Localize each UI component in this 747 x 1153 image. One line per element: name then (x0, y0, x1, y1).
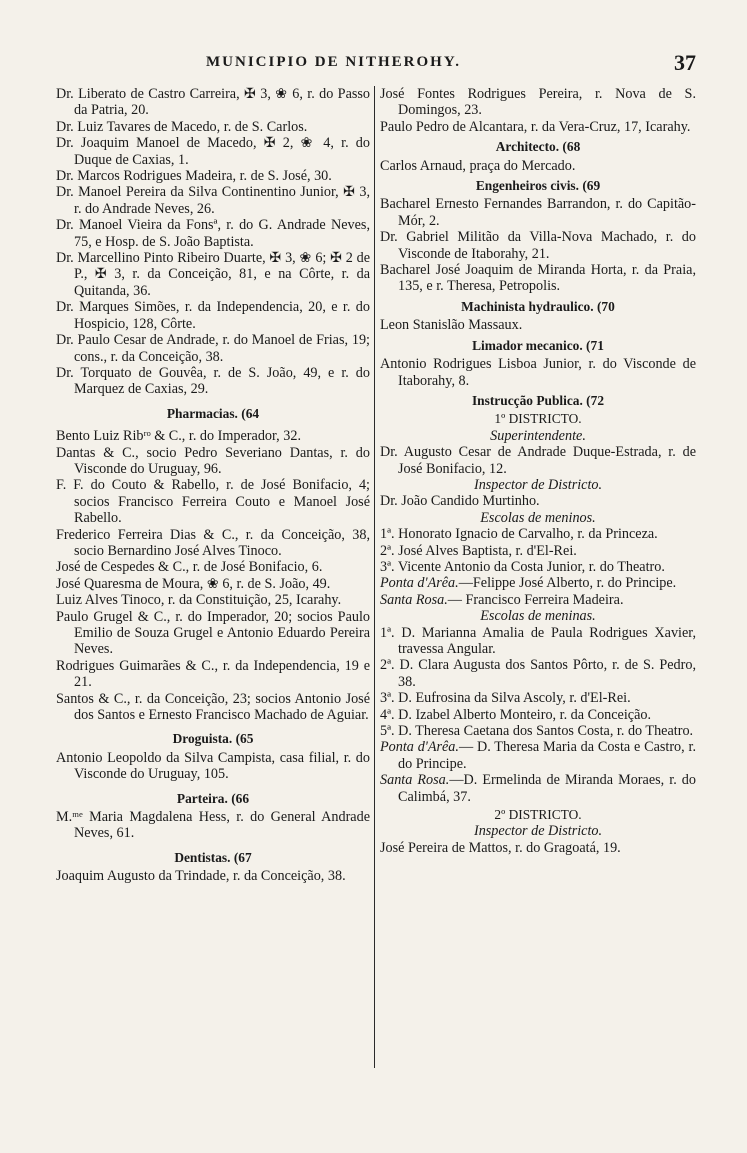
teacher-name: —D. Ermelinda de Miranda Moraes, r. do Calimbá, 37. (398, 772, 696, 805)
list-item: Dr. Manoel Vieira da Fonsª, r. do G. Andrade Neves, 75, e Hosp. de S. João Baptista. (56, 217, 370, 250)
list-item: Bacharel José Joaquim de Miranda Horta, r. da Praia, 135, e r. Theresa, Petropolis. (380, 262, 696, 295)
list-item: José Fontes Rodrigues Pereira, r. Nova de S. Domingos, 23. (380, 86, 696, 119)
list-item: 4ª. D. Izabel Alberto Monteiro, r. da Conceição. (380, 706, 652, 723)
subheading-escolas-meninas: Escolas de meninas. (480, 608, 596, 625)
teacher-name: — D. Theresa Maria da Costa e Castro, r. do Principe. (398, 739, 696, 772)
list-item: Dr. Manoel Pereira da Silva Continentino Junior, ✠ 3, r. do Andrade Neves, 26. (56, 184, 370, 217)
list-item: Antonio Leopoldo da Silva Campista, casa filial, r. do Visconde do Uruguay, 105. (56, 749, 370, 783)
section-heading-engenheiros: Engenheiros civis. (69 (475, 178, 601, 194)
list-item: Bento Luiz Ribʳᵒ & C., r. do Imperador, 32. (56, 428, 301, 445)
left-column (56, 86, 370, 885)
list-item: Paulo Grugel & C., r. do Imperador, 20; socios Paulo Emilio de Souza Grugel e Antonio Eduardo Pereira Neves. (56, 608, 370, 658)
list-item: 3ª. D. Eufrosina da Silva Ascoly, r. d'El-Rei. (380, 690, 631, 707)
list-item: Dr. Marques Simões, r. da Independencia, 20, e r. do Hospicio, 128, Côrte. (56, 299, 370, 332)
list-item: Frederico Ferreira Dias & C., r. da Conceição, 38, socio Bernardino José Alves Tinoco. (56, 526, 370, 559)
list-item: Leon Stanislão Massaux. (380, 317, 523, 334)
list-item (380, 575, 696, 591)
list-item: Dr. Torquato de Gouvêa, r. de S. João, 49, e r. do Marquez de Caxias, 29. (56, 364, 370, 398)
place-name: Ponta d'Arêa. (380, 575, 459, 592)
section-heading-architecto: Architecto. (68 (495, 139, 581, 155)
section-heading-pharmacias: Pharmacias. (64 (166, 405, 260, 421)
list-item: F. F. do Couto & Rabello, r. de José Bonifacio, 4; socios Francisco Ferreira Couto e Manoel José Rabello. (56, 477, 370, 527)
list-item: Rodrigues Guimarães & C., r. da Independencia, 19 e 21. (56, 657, 370, 691)
list-item: José Pereira de Mattos, r. do Gragoatá, 19. (380, 839, 621, 856)
list-item: Dr. Joaquim Manoel de Macedo, ✠ 2, ❀ 4, r. do Duque de Caxias, 1. (56, 135, 370, 168)
list-item: Carlos Arnaud, praça do Mercado. (380, 157, 576, 174)
list-item: Santos & C., r. da Conceição, 23; socios Antonio José dos Santos e Ernesto Francisco Machado de Aguiar. (56, 690, 370, 724)
list-item: 5ª. D. Theresa Caetana dos Santos Costa, r. do Theatro. (380, 723, 694, 740)
list-item: 2ª. D. Clara Augusta dos Santos Pôrto, r. de S. Pedro, 38. (380, 657, 696, 690)
running-title: MUNICIPIO DE NITHEROHY. (206, 54, 462, 70)
subheading-superintendente: Superintendente. (490, 427, 586, 444)
list-item: Bacharel Ernesto Fernandes Barrandon, r. do Capitão-Mór, 2. (380, 196, 696, 229)
list-item (380, 772, 696, 805)
list-item: José Quaresma de Moura, ❀ 6, r. de S. João, 49. (56, 575, 331, 592)
teacher-name: —Felippe José Alberto, r. do Principe. (458, 575, 677, 592)
subheading-inspector: Inspector de Districto. (473, 823, 603, 840)
list-item: Dr. Luiz Tavares de Macedo, r. de S. Carlos. (56, 118, 308, 135)
list-item: Dr. Liberato de Castro Carreira, ✠ 3, ❀ 6, r. do Passo da Patria, 20. (56, 86, 370, 119)
list-item: Paulo Pedro de Alcantara, r. da Vera-Cruz, 17, Icarahy. (380, 118, 691, 135)
column-divider (374, 86, 375, 1068)
teacher-name: — Francisco Ferreira Madeira. (447, 591, 624, 608)
list-item: 2ª. José Alves Baptista, r. d'El-Rei. (380, 542, 577, 559)
subheading-inspector: Inspector de Districto. (473, 476, 603, 493)
list-item: 1ª. Honorato Ignacio de Carvalho, r. da Princeza. (380, 526, 658, 543)
list-item: Dr. Paulo Cesar de Andrade, r. do Manoel de Frias, 19; cons., r. da Conceição, 38. (56, 332, 370, 365)
right-column (380, 86, 696, 856)
district-heading: 2º DISTRICTO. (494, 807, 582, 823)
page-header (56, 50, 696, 80)
section-heading-limador: Limador mecanico. (71 (472, 337, 604, 353)
section-heading-machinista: Machinista hydraulico. (70 (461, 298, 615, 314)
list-item: M.ᵐᵉ Maria Magdalena Hess, r. do General Andrade Neves, 61. (56, 809, 370, 842)
list-item (380, 739, 696, 772)
list-item: Antonio Rodrigues Lisboa Junior, r. do Visconde de Itaborahy, 8. (380, 356, 696, 389)
section-heading-parteira: Parteira. (66 (176, 790, 250, 806)
list-item: Joaquim Augusto da Trindade, r. da Conceição, 38. (56, 868, 346, 885)
list-item: Dr. Marcos Rodrigues Madeira, r. de S. José, 30. (56, 168, 332, 185)
place-name: Ponta d'Arêa. (380, 739, 459, 756)
list-item: Dr. Gabriel Militão da Villa-Nova Machado, r. do Visconde de Itaborahy, 21. (380, 229, 696, 262)
list-item: Dr. Augusto Cesar de Andrade Duque-Estrada, r. de José Bonifacio, 12. (380, 444, 696, 477)
place-name: Santa Rosa. (380, 772, 450, 789)
list-item: 1ª. D. Marianna Amalia de Paula Rodrigues Xavier, travessa Angular. (380, 624, 696, 657)
list-item: Dr. Marcellino Pinto Ribeiro Duarte, ✠ 3, ❀ 6; ✠ 2 de P., ✠ 3, r. da Conceição, 81, e na Côrte, r. da Quitanda, 36. (56, 250, 370, 299)
section-heading-droguista: Droguista. (65 (172, 731, 254, 747)
list-item: 3ª. Vicente Antonio da Costa Junior, r. do Theatro. (380, 558, 665, 575)
section-heading-instruccao: Instrucção Publica. (72 (471, 392, 605, 408)
list-item: Luiz Alves Tinoco, r. da Constituição, 25, Icarahy. (56, 592, 342, 609)
place-name: Santa Rosa. (380, 591, 448, 608)
list-item (380, 592, 696, 608)
section-heading-dentistas: Dentistas. (67 (174, 849, 252, 865)
list-item: José de Cespedes & C., r. de José Bonifacio, 6. (56, 559, 323, 576)
page-number: 37 (674, 50, 696, 75)
subheading-escolas-meninos: Escolas de meninos. (480, 509, 596, 526)
district-heading: 1º DISTRICTO. (494, 411, 582, 427)
list-item: Dantas & C., socio Pedro Severiano Dantas, r. do Visconde do Uruguay, 96. (56, 444, 370, 477)
list-item: Dr. João Candido Murtinho. (380, 493, 540, 510)
